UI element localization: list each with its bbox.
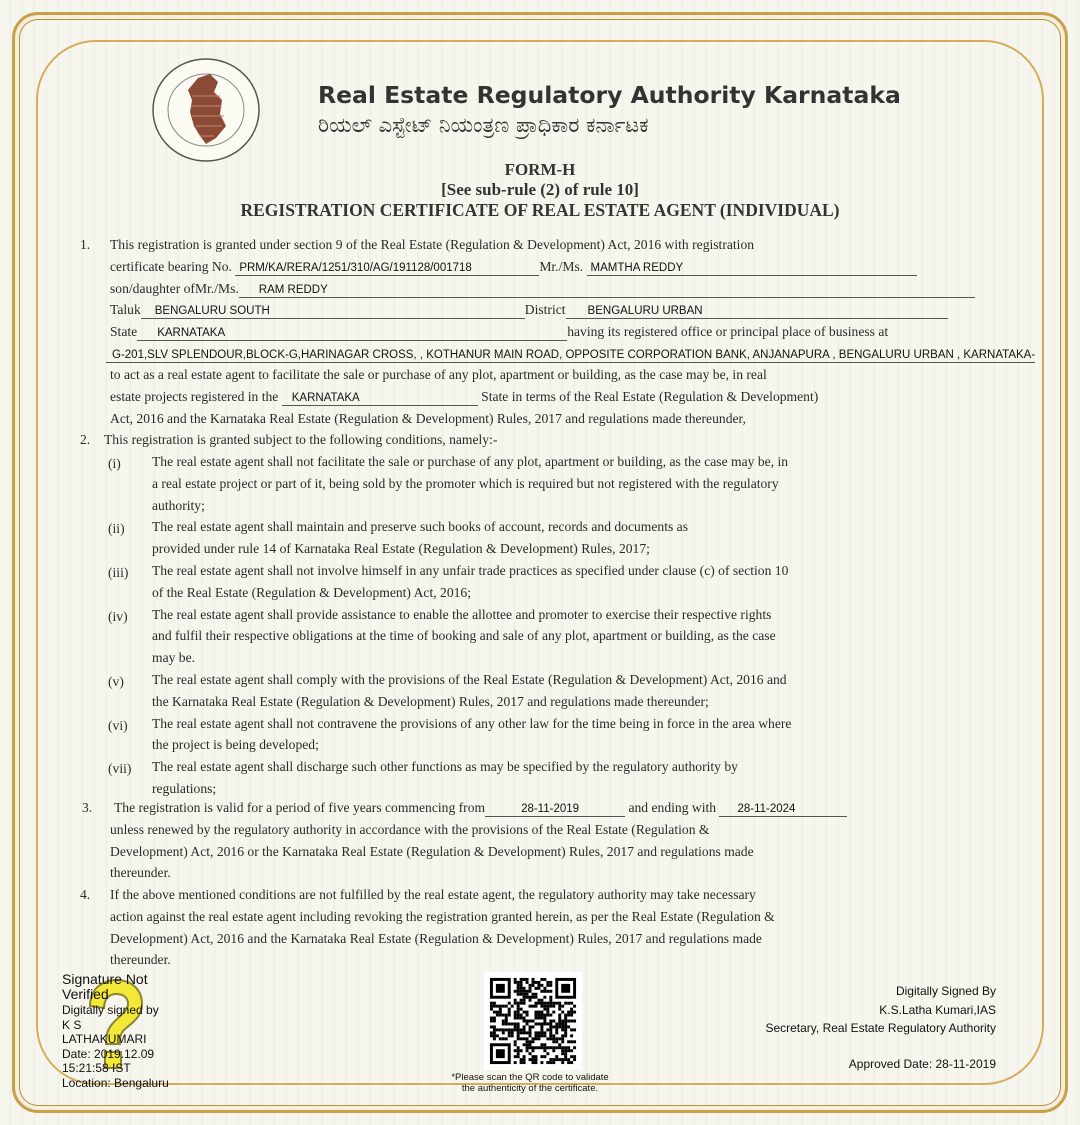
condition-number: (i) <box>108 456 121 471</box>
condition-text: the Karnataka Real Estate (Regulation & Development) Rules, 2017 and regulations made thereunder; <box>152 693 709 709</box>
condition-text: The real estate agent shall not facilitate the sale or purchase of any plot, apartment or building, as the case may be, in <box>152 454 789 469</box>
rera-seal-logo <box>150 56 262 164</box>
para-number: 4. <box>80 887 91 902</box>
form-rule: [See sub-rule (2) of rule 10] <box>441 180 639 199</box>
signature-status <box>62 972 148 1002</box>
form-name: FORM-H <box>504 160 576 179</box>
condition-text: provided under rule 14 of Karnataka Real Estate (Regulation & Development) Rules, 2017; <box>152 541 650 557</box>
taluk-line <box>110 301 948 319</box>
condition-text: The real estate agent shall discharge such other functions as may be specified by the regulatory authority by <box>152 759 738 775</box>
condition-number: (iv) <box>108 608 128 624</box>
qr-note-line: the authenticity of the certificate. <box>461 1083 599 1094</box>
validity-line <box>114 799 847 817</box>
signer-name: K.S.Latha Kumari,IAS <box>879 1002 996 1017</box>
label: having its registered office or principal place of business at <box>567 324 889 339</box>
label: Mr./Ms. <box>539 259 584 274</box>
qr-code[interactable] <box>484 972 582 1070</box>
state-line <box>110 323 888 341</box>
qr-note-line: *Please scan the QR code to validate <box>451 1072 609 1083</box>
taluk-field: BENGALURU SOUTH <box>141 304 525 319</box>
condition-text: The real estate agent shall provide assistance to enable the allottee and promoter to exercise their respective rights <box>152 606 772 622</box>
condition-text: may be. <box>152 650 196 666</box>
condition-text: and fulfil their respective obligations at the time of booking and sale of any plot, apartment or building, as the case <box>152 628 776 644</box>
signed-by-block <box>765 982 996 1073</box>
condition-text: regulations; <box>152 781 217 796</box>
para-number: 1. <box>80 237 91 252</box>
reg-no-field: PRM/KA/RERA/1251/310/AG/191128/001718 <box>235 261 539 276</box>
label: certificate bearing No. <box>110 259 232 274</box>
para-text: This registration is granted subject to the following conditions, namely:- <box>104 432 498 447</box>
label: The registration is valid for a period of five years commencing from <box>114 800 486 815</box>
state-field: KARNATAKA <box>137 326 567 341</box>
label: State <box>110 324 138 339</box>
signed-by-label: Digitally Signed By <box>895 984 996 998</box>
label: estate projects registered in the <box>110 389 279 404</box>
status-text: Verified <box>62 986 109 1002</box>
condition-number: (iii) <box>108 565 129 580</box>
condition-number: (vi) <box>108 717 128 733</box>
condition-text: The real estate agent shall comply with the provisions of the Real Estate (Regulation & Development) Act, 2016 and <box>152 672 787 687</box>
condition-number: (ii) <box>108 521 125 537</box>
label: State in terms of the Real Estate (Regulation & Development) <box>481 389 819 404</box>
project-state-line <box>110 388 818 406</box>
reg-no-line <box>110 258 917 276</box>
address-field: G-201,SLV SPLENDOUR,BLOCK-G,HARINAGAR CROSS, , KOTHANUR MAIN ROAD, OPPOSITE CORPORATION BANK, ANJANAPURA , BENGALURU URBAN , KARNATAKA- <box>106 348 1035 363</box>
authority-title: Real Estate Regulatory Authority Karnataka <box>318 81 901 109</box>
parent-name-field: RAM REDDY <box>239 283 975 298</box>
signature-detail: LATHAKUMARI <box>62 1032 147 1046</box>
parent-line <box>110 280 975 298</box>
signer-designation: Secretary, Real Estate Regulatory Authority <box>765 1021 996 1035</box>
signature-detail: Date: 2019.12.09 <box>62 1046 155 1061</box>
label: Taluk <box>110 302 141 317</box>
signature-detail: Location: Bengaluru <box>62 1075 169 1090</box>
condition-number: (v) <box>108 674 124 689</box>
condition-number: (vii) <box>108 761 132 777</box>
para-text: If the above mentioned conditions are not fulfilled by the real estate agent, the regulatory authority may take necessary <box>110 887 756 902</box>
authority-title-kannada: ರಿಯಲ್ ಎಸ್ಟೇಟ್ ನಿಯಂತ್ರಣ ಪ್ರಾಧಿಕಾರ ಕರ್ನಾಟಕ <box>318 113 649 137</box>
condition-text: the project is being developed; <box>152 737 319 753</box>
label: District <box>524 302 566 317</box>
signature-detail: Digitally signed by <box>62 1003 159 1017</box>
qr-note <box>430 1072 630 1094</box>
signature-detail: K S <box>62 1017 82 1032</box>
para-text: unless renewed by the regulatory authority in accordance with the provisions of the Real Estate (Regulation & <box>110 822 710 837</box>
form-heading: REGISTRATION CERTIFICATE OF REAL ESTATE AGENT (INDIVIDUAL) <box>240 200 840 220</box>
para-text: Development) Act, 2016 or the Karnataka Real Estate (Regulation & Development) Rules, 2017 and regulations made <box>110 844 754 859</box>
approved-date: Approved Date: 28-11-2019 <box>848 1056 996 1071</box>
start-date-field: 28-11-2019 <box>485 802 625 817</box>
para-number: 3. <box>82 800 93 815</box>
condition-text: authority; <box>152 497 205 513</box>
project-state-field: KARNATAKA <box>282 391 478 406</box>
condition-text: of the Real Estate (Regulation & Development) Act, 2016; <box>152 584 471 600</box>
address-line <box>106 345 1035 363</box>
condition-text: The real estate agent shall not contravene the provisions of any other law for the time being in force in the area where <box>152 715 792 731</box>
district-field: BENGALURU URBAN <box>566 304 948 319</box>
para-text: thereunder. <box>110 952 171 967</box>
para-text: Development) Act, 2016 and the Karnataka Real Estate (Regulation & Development) Rules, 2017 and regulations made <box>110 931 762 946</box>
para-text: to act as a real estate agent to facilitate the sale or purchase of any plot, apartment or building, as the case may be, in real <box>110 367 767 382</box>
para-text: Act, 2016 and the Karnataka Real Estate (Regulation & Development) Rules, 2017 and regulations made thereunder, <box>110 411 746 426</box>
condition-text: The real estate agent shall not involve himself in any unfair trade practices as specified under clause (c) of section 10 <box>152 563 789 578</box>
para-text: thereunder. <box>110 865 171 880</box>
para-number: 2. <box>80 432 91 447</box>
signature-detail: 15:21:58 IST <box>62 1061 131 1075</box>
para-text: This registration is granted under section 9 of the Real Estate (Regulation & Development) Act, 2016 with registration <box>110 237 755 252</box>
label: son/daughter ofMr./Ms. <box>110 281 239 296</box>
label: and ending with <box>628 800 717 815</box>
digital-signature-details <box>62 1003 169 1090</box>
para-text: action against the real estate agent including revoking the registration granted herein, as per the Real Estate (Regulation & <box>110 909 775 924</box>
status-text: Signature Not <box>62 971 148 987</box>
agent-name-field: MAMTHA REDDY <box>587 261 917 276</box>
end-date-field: 28-11-2024 <box>719 802 847 817</box>
condition-text: a real estate project or part of it, being sold by the promoter which is required but not registered with the regulatory <box>152 475 779 491</box>
condition-text: The real estate agent shall maintain and preserve such books of account, records and documents as <box>152 519 689 535</box>
